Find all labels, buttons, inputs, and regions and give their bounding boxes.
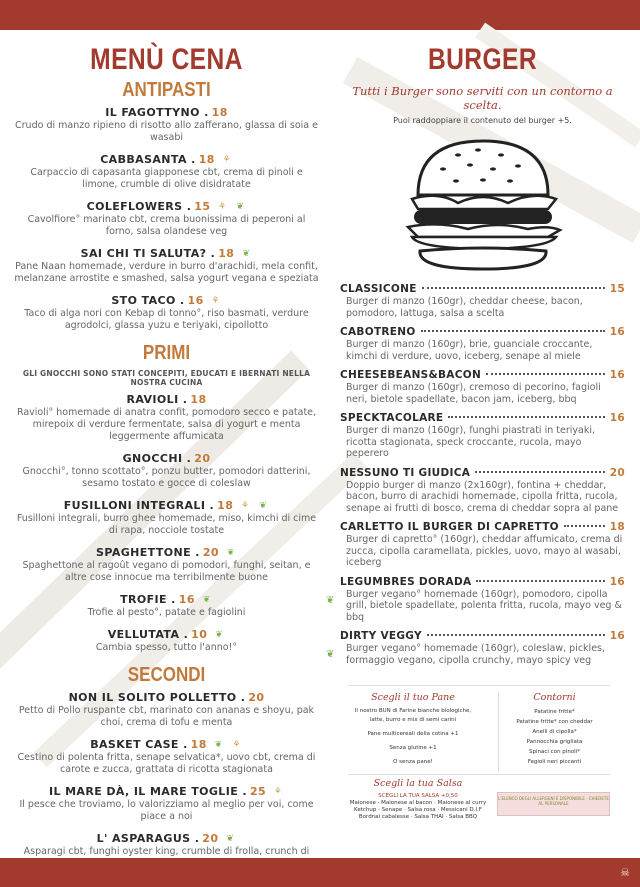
sauce-section [348, 778, 488, 821]
dish-item [14, 200, 319, 238]
burger-price: 16 [609, 630, 625, 642]
dish-price: 16 [178, 593, 195, 606]
burger-name: CHEESEBEANS&BACON [340, 369, 482, 381]
dish-title [14, 499, 319, 513]
dish-price: 18 [190, 393, 207, 406]
burger-note: Puoi raddoppiare il contenuto del burger +5. [393, 116, 572, 125]
dish-title [14, 294, 319, 308]
wheat-icon: ⚘ [273, 787, 283, 797]
vegan-leaf-icon: ❦ [242, 249, 251, 259]
dish-name: GNOCCHI . [122, 452, 192, 465]
burger-price: 16 [609, 575, 625, 588]
bread-line: Pane multicereali della cotina +1 [367, 731, 459, 737]
dish-item [14, 106, 319, 144]
bread-line: Senza glutine +1 [389, 745, 437, 751]
dish-description: Gnocchi°, tonno scottato°, ponzu butter, pomodori datterini, sesamo tostato e gocce di coleslaw [22, 466, 311, 489]
dish-description: Pane Naan homemade, verdure in burro d'arachidi, mela confit, melanzane arrostite e smashed, salsa yogurt vegana e speziata [14, 261, 319, 284]
dish-description: Cambia spesso, tutto l'anno!° [95, 642, 238, 653]
burger-name: CABOTRENO [340, 326, 416, 338]
burger-name: LEGUMBRES DORADA [340, 575, 472, 588]
dish-description: Carpaccio di capasanta giapponese cbt, crema di pinoli e limone, crumble di olive disidratate [30, 167, 303, 190]
burger-description [340, 534, 625, 569]
sauce-line: Ketchup · Senape · Salsa rosa · Messicani D.I.F [354, 807, 482, 813]
side-item: Patatine fritte* con cheddar [516, 719, 593, 725]
dish-price: 20 [248, 691, 265, 704]
burger-subtitle: Tutti i Burger sono serviti con un contorno a scelta. [352, 84, 613, 112]
burger-item [340, 521, 625, 569]
burger-header [340, 576, 625, 589]
dish-item [14, 153, 319, 191]
dish-name: BASKET CASE . [90, 738, 188, 751]
dish-price: 18 [217, 499, 234, 512]
burger-name: CARLETTO IL BURGER DI CAPRETTO [340, 521, 559, 533]
dish-price: 10 [191, 628, 208, 641]
dish-description: Ravioli° homemade di anatra confit, pomodoro secco e patate, mirepoix di verdure fermentate, salsa di yogurt e menta leggermente affumicata [16, 407, 317, 442]
dish-item [14, 691, 319, 729]
burger-price: 18 [609, 521, 625, 533]
section-title-primi: PRIMI [142, 342, 191, 364]
burger-desc-text: Burger di manzo (160gr), brie, guanciale croccante, kimchi di verdure, uovo, iceberg, senape al miele [346, 339, 593, 362]
burger-desc-text: Burger di manzo (160gr), cremoso di pecorino, fagioli neri, bietole spadellate, bacon jam, iceberg, bbq [346, 382, 601, 405]
dish-price: 18 [198, 153, 215, 166]
burger-item [340, 326, 625, 362]
vegan-leaf-icon: ❦ [202, 595, 211, 605]
dish-item [14, 294, 319, 332]
burger-price: 16 [609, 369, 625, 381]
dish-title [14, 247, 319, 261]
dish-title [14, 452, 319, 466]
bread-line: latte, burro e mix di semi carini [369, 717, 457, 723]
bottom-banner [0, 858, 640, 887]
dish-description: Crudo di manzo ripieno di risotto allo zafferano, glassa di soia e wasabi [15, 120, 318, 143]
dish-price: 16 [187, 294, 204, 307]
dish-price: 18 [211, 106, 228, 119]
burger-description [340, 382, 625, 405]
side-item: Pannocchia grigliata [526, 739, 583, 745]
left-column [14, 42, 319, 879]
top-banner [0, 0, 640, 30]
dish-price: 20 [202, 546, 219, 559]
burger-description [340, 339, 625, 362]
dot-leader [564, 525, 605, 527]
dot-leader [422, 287, 605, 289]
wheat-icon: ⚘ [218, 202, 227, 212]
dish-name: COLEFLOWERS . [86, 200, 192, 213]
dish-name: STO TACO . [111, 294, 185, 307]
section-title-antipasti: ANTIPASTI [122, 79, 211, 101]
dish-name: VELLUTATA . [107, 628, 189, 641]
section-note: GLI GNOCCHI SONO STATI CONCEPITI, EDUCATI E IBERNATI NELLA NOSTRA CUCINA [22, 369, 311, 387]
dish-name: NON IL SOLITO POLLETTO . [68, 691, 246, 704]
burger-price: 20 [609, 466, 625, 479]
side-item: Patatine fritte* [534, 709, 575, 715]
burger-list [326, 283, 625, 666]
burger-desc-text: Burger vegano° homemade (160gr), coleslaw, pickles, formaggio vegano, cipolla crunchy, mayo spicy veg [346, 643, 606, 666]
vegan-leaf-icon: ❦ [214, 740, 223, 750]
bread-title: Scegli il tuo Pane [371, 692, 455, 703]
dish-name: IL FAGOTTYNO . [105, 106, 209, 119]
dish-name: CABBASANTA . [100, 153, 196, 166]
burger-name: CLASSICONE [340, 283, 417, 295]
sauce-line: Maionese · Maionese al bacon · Maionese al curry [349, 800, 487, 806]
dish-item [14, 593, 319, 619]
menu-page [0, 30, 640, 858]
right-column [326, 42, 625, 673]
dish-description: Taco di alga nori con Kebap di tonno°, riso basmati, verdure agrodolci, glassa yuzu e teriyaki, cipollotto [24, 308, 309, 331]
burger-item [326, 630, 625, 666]
dish-name: SAI CHI TI SALUTA? . [80, 247, 216, 260]
dish-name: IL MARE DÀ, IL MARE TOGLIE . [48, 785, 247, 798]
dish-title [14, 785, 319, 799]
dish-name: FUSILLONI INTEGRALI . [63, 499, 215, 512]
dish-price: 25 [249, 785, 267, 798]
dish-title [14, 593, 319, 607]
sauce-title: Scegli la tua Salsa [373, 778, 463, 789]
burger-item [340, 283, 625, 319]
burger-item [340, 369, 625, 405]
burger-header [340, 630, 625, 643]
dish-title [14, 628, 319, 642]
dish-item [14, 247, 319, 285]
bread-line: O senza pane! [393, 759, 433, 765]
dish-title [14, 546, 319, 560]
dish-title [14, 691, 319, 705]
burger-item [340, 412, 625, 460]
dish-description: Fusilloni integrali, burro ghee homemade, miso, kimchi di cime di rapa, nocciole tostate [16, 513, 317, 536]
sauce-line: Bordnai cabalesse · Salsa THAI · Salsa BBQ [358, 814, 478, 820]
wheat-icon: ⚘ [232, 740, 241, 750]
bread-section [348, 692, 478, 767]
vegan-leaf-icon: ❦ [326, 649, 335, 660]
dot-leader [475, 471, 605, 473]
burger-illustration-icon [398, 133, 568, 273]
burger-title: BURGER [427, 43, 538, 76]
allergen-note: L'ELENCO DEGLI ALLERGENI È DISPONIBILE · CHIEDETE AL PERSONALE [497, 792, 610, 816]
vegan-leaf-icon: ❦ [236, 202, 245, 212]
dish-price: 15 [194, 200, 211, 213]
sides-box [348, 685, 610, 775]
sauce-line: SCEGLI LA TUA SALSA +0,50 [378, 793, 458, 799]
vegan-leaf-icon: ❦ [326, 594, 335, 606]
dot-leader [448, 416, 604, 418]
burger-name: NESSUNO TI GIUDICA [340, 466, 471, 479]
dish-item [14, 393, 319, 443]
sides-section [498, 692, 610, 772]
dot-leader [427, 634, 605, 636]
dish-price: 18 [218, 247, 235, 260]
dish-description: Cavolfiore° marinato cbt, crema buonissima di peperoni al forno, salsa olandese veg [27, 214, 306, 237]
vegan-leaf-icon: ❦ [226, 548, 235, 558]
burger-desc-text: Burger di manzo (160gr), cheddar cheese, bacon, pomodoro, lattuga, salsa a scelta [346, 296, 583, 319]
burger-header [340, 412, 625, 425]
dish-price: 20 [202, 832, 219, 845]
side-item: Fagioli neri piccanti [527, 759, 582, 765]
dish-description: Cestino di polenta fritta, senape selvatica*, uovo cbt, crema di carote e zucca, grattata di ricotta stagionata [17, 752, 316, 775]
section-title-secondi: SECONDI [127, 664, 206, 686]
burger-description [326, 588, 625, 624]
dish-name: RAVIOLI . [126, 393, 188, 406]
burger-item [326, 575, 625, 624]
dot-leader [421, 330, 605, 332]
dish-name: SPAGHETTONE . [96, 546, 200, 559]
menu-title: MENÙ CENA [90, 43, 243, 76]
dish-title [14, 738, 319, 752]
skull-logo-icon: ☠ [620, 866, 630, 879]
side-item: Anelli di cipolla* [532, 729, 577, 735]
dish-description: Asparagi cbt, funghi oyster king, crumble di frolla, crunch di [23, 846, 310, 857]
dish-item [14, 546, 319, 584]
dish-title [14, 832, 319, 846]
burger-desc-text: Burger di capretto° (160gr), cheddar affumicato, crema di zucca, cipolla caramellata, pickles, uovo, mayo al wasabi, iceberg [346, 534, 623, 568]
burger-name: DIRTY VEGGY [340, 630, 422, 642]
burger-description [326, 643, 625, 666]
dish-name: L' ASPARAGUS . [96, 832, 200, 845]
vegan-leaf-icon: ❦ [215, 630, 224, 640]
burger-header [340, 521, 625, 534]
bread-line: Il nostro BUN di Farine bianche biologiche, [354, 708, 472, 714]
dish-title [14, 393, 319, 407]
burger-header [340, 467, 625, 480]
dish-price: 20 [194, 452, 211, 465]
side-item: Spinaci con pinoli* [529, 749, 580, 755]
dish-item [14, 499, 319, 537]
dish-description: Il pesce che troviamo, lo valorizziamo al meglio per voi, come piace a noi [19, 799, 314, 822]
wheat-icon: ⚘ [211, 296, 220, 306]
wheat-icon: ⚘ [222, 155, 232, 165]
burger-header [340, 283, 625, 296]
dish-description: Trofie al pesto°, patate e fagiolini [87, 607, 246, 618]
burger-description [340, 425, 625, 460]
burger-description [340, 296, 625, 319]
vegan-leaf-icon: ❦ [259, 501, 268, 511]
sides-title: Contorni [533, 692, 576, 703]
burger-item [340, 467, 625, 515]
dish-name: TROFIE . [120, 593, 176, 606]
burger-description [340, 480, 625, 515]
burger-header [340, 326, 625, 339]
dot-leader [476, 580, 604, 582]
burger-price: 16 [609, 326, 625, 338]
burger-name: SPECKTACOLARE [340, 412, 444, 424]
dish-title [14, 153, 319, 167]
dish-item [14, 628, 319, 654]
burger-desc-text: Burger di manzo (160gr), funghi piastrati in teriyaki, ricotta stagionata, speck croccante, rucola, mayo peperero [346, 425, 595, 459]
dot-leader [486, 373, 605, 375]
burger-price: 15 [609, 283, 625, 295]
wheat-icon: ⚘ [241, 501, 250, 511]
dish-item [14, 738, 319, 776]
burger-price: 16 [609, 412, 625, 424]
dish-price: 18 [190, 738, 207, 751]
dish-item [14, 452, 319, 490]
burger-header [340, 369, 625, 382]
dish-item [14, 785, 319, 823]
burger-desc-text: Doppio burger di manzo (2x160gr), fontina + cheddar, bacon, burro di arachidi homemade, cipolla fritta, rucola, senape ai frutti di bosco, crema di cheddar sopra al pane [346, 479, 619, 514]
dish-title [14, 200, 319, 214]
dish-description: Spaghettone al ragoût vegano di pomodori, funghi, seitan, e altre cose innocue ma terribilmente buone [22, 560, 311, 583]
dish-description: Petto di Pollo ruspante cbt, marinato con ananas e shoyu, pak choi, crema di tofu e menta [18, 705, 315, 728]
dish-title [14, 106, 319, 120]
burger-desc-text: Burger vegano° homemade (160gr), pomodoro, cipolla grill, bietole spadellate, polenta fritta, rucola, mayo veg & bbq [346, 588, 622, 623]
vegan-leaf-icon: ❦ [226, 834, 235, 844]
